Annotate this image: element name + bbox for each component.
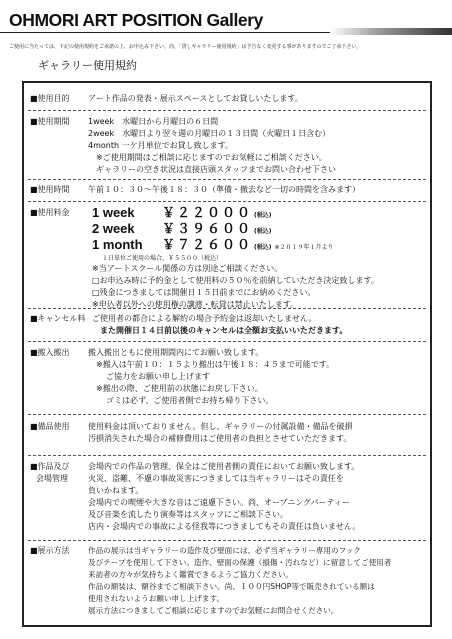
section-install (24, 347, 430, 409)
section-equipment (24, 421, 430, 447)
section-line: ギャラリーの空き状況は直接店頭スタッフまでお問い合わせ下さい (96, 165, 336, 174)
daily-price-note: １日単位ご使用の場合、￥５５００（税込） (102, 255, 223, 262)
section-label: ■キャンセル料 (30, 314, 86, 323)
price-row (92, 207, 430, 223)
section-line: アート作品の発表・展示スペースとしてお貸しいたします。 (88, 94, 303, 103)
section-body (92, 207, 430, 311)
terms-notice: ご使用に当たっては、下記の使用規約をご承諾の上、お申込み下さい。尚、「貸しギャラリー使用規約」は予告なく変更する事がありますのでご了承下さい。 (9, 44, 362, 50)
price-amount: ￥７２６００ (162, 237, 253, 252)
price-row (92, 239, 430, 255)
section-label: ■使用目的 (30, 94, 70, 103)
section-line: 作品の展示は当ギャラリーの造作及び壁面には、必ず当ギャラリー専用のフック (88, 546, 361, 555)
section-body (88, 461, 426, 533)
section-line: 負いかねます。 (88, 486, 144, 495)
section-line: 4month 一ケ月単位でお貸し致します。 (88, 141, 233, 150)
section-divider (28, 110, 426, 111)
section-line: 午前１０：３０～午後１８：３０（準備・撤去など一切の時間を含みます） (88, 185, 360, 194)
section-hours (24, 184, 430, 198)
page-heading: ギャラリー使用規約 (38, 59, 137, 72)
price-period: 2 week (92, 221, 135, 236)
section-line: 使用されないようお願い申し上げます。 (88, 594, 225, 603)
section-line: 展示方法につきましてご相談に応じますのでお気軽にお問合せください。 (88, 606, 339, 615)
section-divider (28, 201, 426, 202)
section-line: 2week 水曜日より翌々週の月曜日の１３日間（火曜日１日含む） (88, 129, 331, 138)
gallery-title: OHMORI ART POSITION Gallery (9, 10, 264, 30)
section-line: 火災、盗難、不慮の事故災害につきましては当ギャラリーはその責任を (88, 474, 344, 483)
price-tax: (税込) (254, 244, 272, 251)
section-body (88, 184, 426, 196)
section-label (30, 461, 70, 485)
section-management (24, 461, 430, 535)
section-period (24, 116, 430, 178)
section-line: 作品の額装は、額谷までご相談下さい。尚、１００円SHOP等で販売されている額は (88, 582, 375, 591)
section-line: □残金につきましては開催日１５日前までにお納めください。 (92, 288, 316, 297)
price-tax: (税込) (254, 212, 272, 219)
section-divider (28, 308, 426, 309)
section-purpose (24, 93, 430, 107)
section-body (92, 313, 430, 337)
section-line: ご協力をお願い申し上げます (106, 372, 210, 381)
price-period: 1 week (92, 205, 135, 220)
section-line: 搬入搬出ともに使用期間内にてお願い致します。 (88, 348, 264, 357)
section-line: □お申込み時に予約金として使用料の５０％を前納していただき決定致します。 (92, 276, 379, 285)
section-label: ■搬入搬出 (30, 348, 70, 357)
section-body (88, 421, 426, 445)
section-divider (28, 540, 426, 541)
section-line: ※ご使用期間はご相談に応じますのでお気軽にご相談ください。 (96, 153, 327, 162)
price-amount: ￥３９６００ (162, 221, 253, 236)
terms-box (22, 81, 432, 627)
price-period: 1 month (92, 237, 143, 252)
section-body (88, 93, 426, 105)
section-cancel (24, 313, 430, 339)
section-fee (24, 207, 430, 311)
price-amount: ￥２２０００ (162, 205, 253, 220)
section-divider (28, 341, 426, 342)
price-note: ※２０１９年１月より (274, 244, 334, 251)
section-label: ■使用期間 (30, 117, 70, 126)
section-line: 及びテープを使用して下さい。造作、壁面の保護（損傷・汚れなど）に留意してご使用者 (88, 558, 392, 567)
cancel-warning: また開催日１４日前以後のキャンセルは全額お支払いいただきます。 (100, 326, 348, 335)
section-line: 及び音楽を流したり演奏等はスタッフにご相談下さい。 (88, 510, 288, 519)
section-line: ※当アートスクール関係の方は別途ご相談ください。 (92, 264, 283, 273)
section-body (88, 545, 426, 617)
section-line: 来訪者の方々が気持ちよく鑑賞できるようご協力ください。 (88, 570, 294, 579)
page-header (0, 0, 452, 72)
section-label: ■備品使用 (30, 422, 70, 431)
section-line: 店内・会場内での事故による怪我等につきましてもその責任は負いません。 (88, 522, 361, 531)
section-line: 会場内での作品の管理、保全はご使用者側の責任においてお願い致します。 (88, 462, 360, 471)
section-label: ■使用時間 (30, 185, 70, 194)
section-line: ※搬出の際、ご使用前の状態にお戻し下さい。 (96, 384, 263, 393)
section-divider (28, 179, 426, 180)
section-divider (28, 455, 426, 456)
section-body (88, 116, 426, 176)
section-line: 使用料金は頂いておりません。但し、ギャラリーの付属設備・備品を破損 (88, 422, 353, 431)
price-tax: (税込) (254, 228, 272, 235)
section-label: ■使用料金 (30, 208, 70, 217)
section-line: ご使用者の都合による解約の場合予約金は返却いたしません。 (92, 314, 317, 323)
section-label-line: 会場管理 (36, 474, 68, 483)
section-line: 会場内での喫煙や大きな音はご遠慮下さい。尚、オープニングパーティー (88, 498, 350, 507)
section-line: ※搬入は午前１０：１５より搬出は午後１８：４５まで可能です。 (96, 360, 335, 369)
header-rule (0, 32, 452, 33)
section-line: 汚損消失された場合の補修費用はご使用者の負担とさせていただきます。 (88, 434, 352, 443)
section-display (24, 545, 430, 619)
section-label: ■展示方法 (30, 546, 70, 555)
section-label-line: ■作品及び (30, 462, 70, 471)
section-line: ゴミは必ず、ご使用者側でお持ち帰り下さい。 (106, 396, 274, 405)
section-divider (28, 414, 426, 415)
section-line: ※申込者以外への使用権の譲渡・転貸は禁止いたします。 (92, 300, 299, 309)
section-body (88, 347, 426, 407)
section-line: 1week 水曜日から月曜日の６日間 (88, 117, 219, 126)
